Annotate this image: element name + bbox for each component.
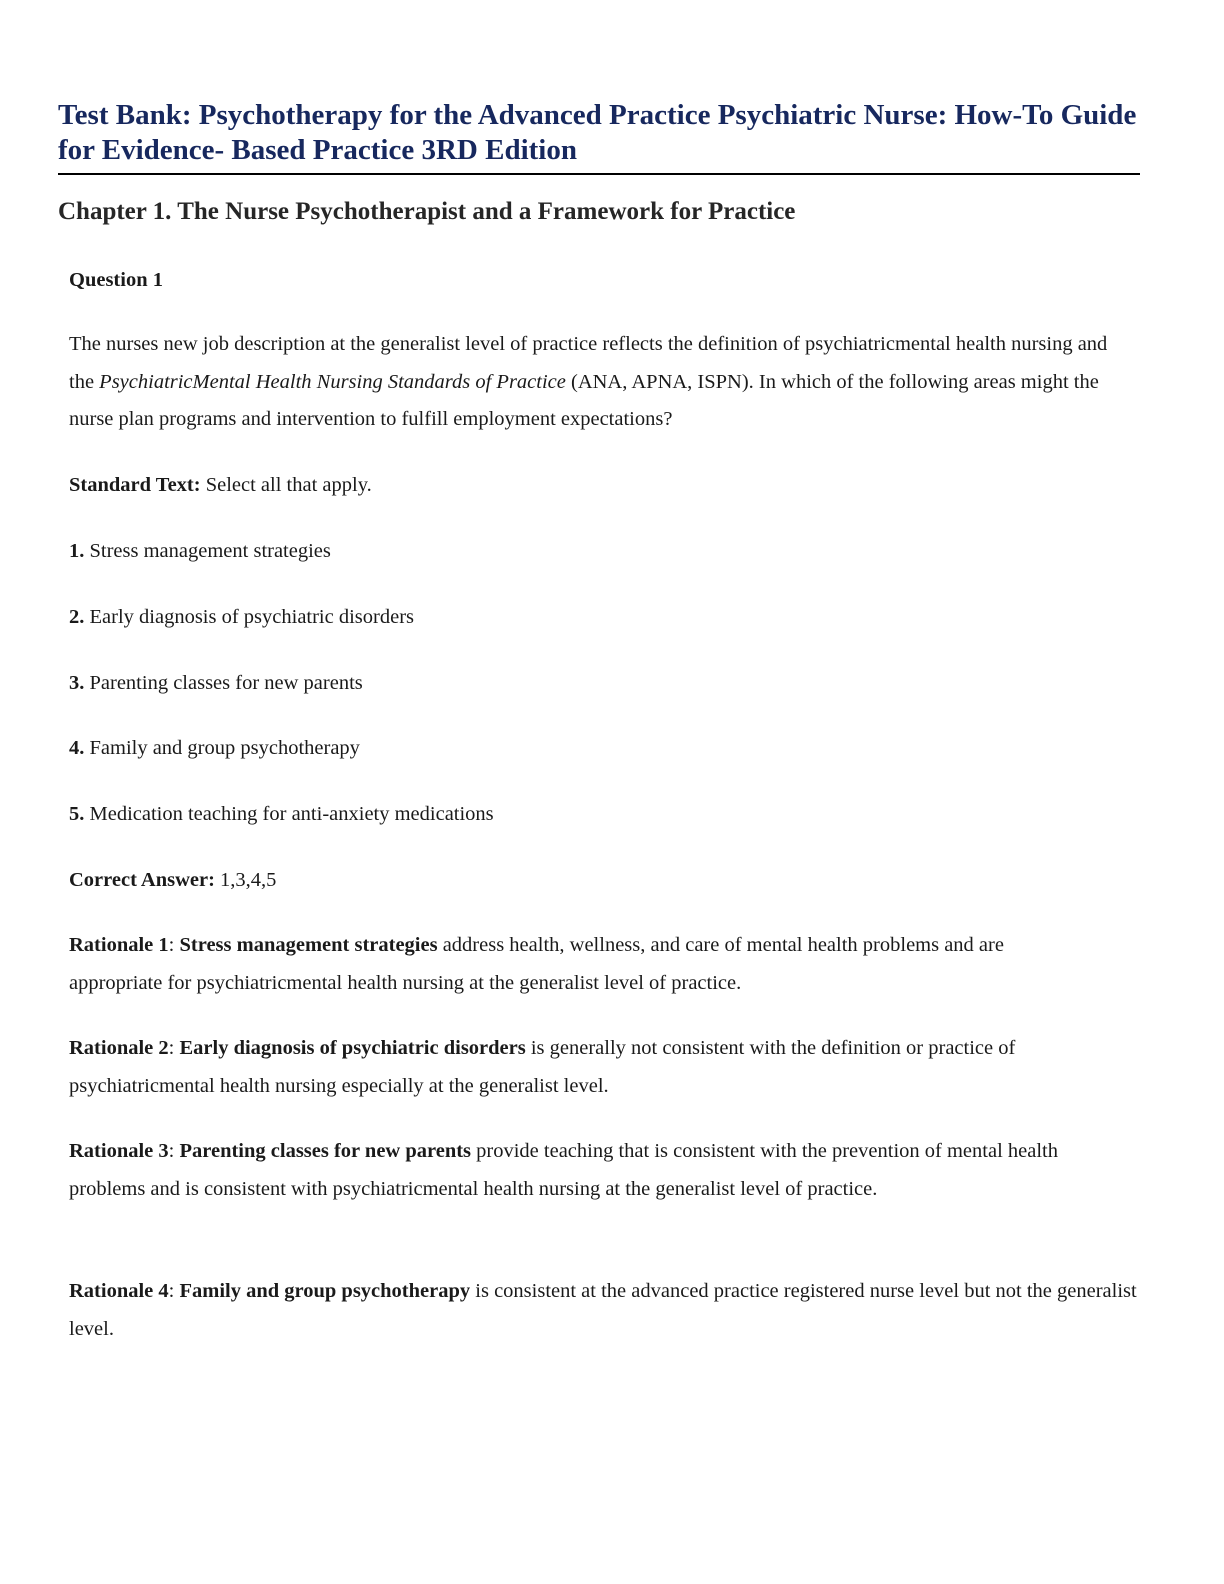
rationale-text: is generally not consistent with the definition or practice of psychiatricmental health nursing especially at the generalist level.: [69, 1037, 1016, 1097]
rationale-label: Rationale 2: [69, 1037, 169, 1059]
option-text: Stress management strategies: [84, 540, 331, 562]
rationale-separator: :: [168, 1280, 180, 1302]
correct-answer: [69, 862, 1149, 900]
document-title: Test Bank: Psychotherapy for the Advanced Practice Psychiatric Nurse: How-To Guide for Evidence- Based Practice 3RD Edition: [58, 99, 1137, 166]
rationale-term: Early diagnosis of psychiatric disorders: [179, 1037, 526, 1059]
rationale-separator: :: [168, 1140, 180, 1162]
answer-option-5: [69, 796, 1149, 834]
rationale-3: [69, 1133, 1099, 1208]
option-number: 5.: [69, 803, 85, 825]
standard-text-value: Select all that apply.: [200, 474, 372, 496]
rationale-label: Rationale 3: [69, 1140, 169, 1162]
rationale-text: provide teaching that is consistent with the prevention of mental health problems and is consistent with psychiatricmental health nursing at the generalist level of practice.: [69, 1140, 1058, 1200]
answer-option-3: [69, 665, 1149, 703]
rationale-term: Parenting classes for new parents: [179, 1140, 472, 1162]
option-text: Parenting classes for new parents: [84, 672, 363, 694]
question-label: Question 1: [69, 269, 163, 291]
correct-answer-label: Correct Answer:: [69, 869, 215, 891]
standard-text-label: Standard Text:: [69, 474, 201, 496]
option-number: 1.: [69, 540, 85, 562]
rationale-term: Family and group psychotherapy: [179, 1280, 471, 1302]
question-stem-italic: PsychiatricMental Health Nursing Standards of Practice: [99, 370, 566, 393]
chapter-heading: Chapter 1. The Nurse Psychotherapist and a Framework for Practice: [58, 198, 796, 225]
answer-option-1: [69, 533, 1149, 571]
rationale-label: Rationale 1: [69, 934, 169, 956]
rationale-2: [69, 1030, 1079, 1105]
rationale-1: [69, 927, 1099, 1002]
option-text: Early diagnosis of psychiatric disorders: [84, 606, 415, 628]
rationale-4: [69, 1273, 1144, 1348]
answer-option-4: [69, 730, 1149, 768]
option-text: Medication teaching for anti-anxiety medications: [84, 803, 494, 825]
option-number: 3.: [69, 672, 85, 694]
rationale-text: address health, wellness, and care of mental health problems and are appropriate for psychiatricmental health nursing at the generalist level of practice.: [69, 934, 1004, 994]
rationale-separator: :: [168, 934, 180, 956]
correct-answer-value: 1,3,4,5: [214, 869, 277, 891]
answer-option-2: [69, 599, 1149, 637]
option-text: Family and group psychotherapy: [84, 737, 360, 759]
question-stem: [69, 326, 1137, 439]
title-divider: [58, 173, 1140, 175]
standard-text: [69, 467, 1149, 505]
rationale-text: is consistent at the advanced practice registered nurse level but not the generalist level.: [69, 1280, 1137, 1340]
question-stem-part1: The nurses new job description at the generalist level of practice reflects the definition of psychiatricmental health nursing and the: [69, 333, 1108, 393]
option-number: 2.: [69, 606, 85, 628]
rationale-separator: :: [168, 1037, 180, 1059]
rationale-label: Rationale 4: [69, 1280, 169, 1302]
rationale-term: Stress management strategies: [179, 934, 438, 956]
option-number: 4.: [69, 737, 85, 759]
question-stem-part2: (ANA, APNA, ISPN). In which of the following areas might the nurse plan programs and intervention to fulfill employment expectations?: [69, 370, 1099, 430]
